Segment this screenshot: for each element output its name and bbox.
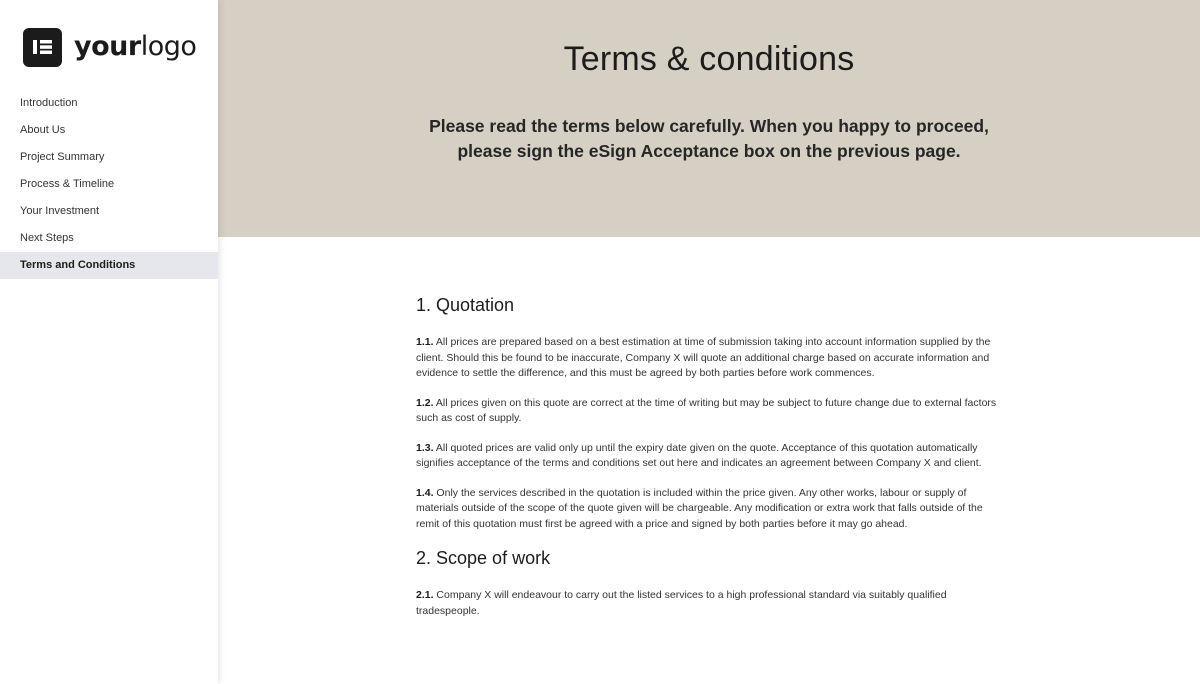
page-title: Terms & conditions: [563, 40, 855, 78]
clause-number: 1.2.: [416, 396, 434, 409]
hero-instructions: [218, 114, 1200, 164]
hero-banner: [218, 0, 1200, 237]
clause-2-1: [416, 588, 1006, 619]
logo-text: [74, 27, 196, 67]
clause-text: Company X will endeavour to carry out the listed services to a high professional standard via suitably qualified tradespeople.: [416, 589, 947, 617]
sidebar-nav: [0, 90, 218, 279]
section-scope-of-work: [416, 548, 1006, 619]
logo-mark-icon: [23, 28, 62, 67]
hero-instructions-line-1: Please read the terms below carefully. When you happy to proceed,: [429, 116, 989, 136]
sidebar: [0, 0, 218, 684]
clause-1-4: [416, 486, 1006, 533]
terms-content: [416, 295, 1006, 633]
clause-number: 2.1.: [416, 589, 434, 601]
nav-item-next-steps[interactable]: Next Steps: [20, 232, 74, 244]
nav-item-your-investment[interactable]: Your Investment: [20, 205, 100, 217]
logo-text-light: logo: [140, 31, 197, 62]
clause-1-1: [416, 335, 1006, 382]
logo-text-bold: your: [74, 31, 141, 62]
section-title: 1. Quotation: [416, 295, 515, 315]
clause-number: 1.3.: [416, 441, 434, 454]
nav-item-process-timeline[interactable]: Process & Timeline: [20, 178, 115, 190]
nav-item-about-us[interactable]: About Us: [20, 124, 66, 136]
hero-instructions-line-2: please sign the eSign Acceptance box on the previous page.: [457, 141, 961, 161]
nav-item-terms-and-conditions[interactable]: Terms and Conditions: [0, 252, 218, 279]
clause-1-3: [416, 441, 1006, 472]
section-title: 2. Scope of work: [416, 548, 551, 568]
clause-text: Only the services described in the quotation is included within the price given. Any other works, labour or supply of materials outside of the scope of the quote given will be chargeable. Any modification or extra work that falls outside of the remit of this quotation must first be agreed with a price and signed by both parties before it may go ahead.: [416, 486, 983, 530]
clause-number: 1.1.: [416, 336, 434, 348]
logo[interactable]: [23, 27, 196, 67]
clause-text: All prices are prepared based on a best estimation at time of submission taking into account information supplied by the client. Should this be found to be inaccurate, Company X will quote an additional charge based on accurate information and evidence to settle the difference, and this must be agreed by both parties before work commences.: [416, 336, 991, 379]
nav-item-introduction[interactable]: Introduction: [20, 97, 78, 109]
nav-item-project-summary[interactable]: Project Summary: [20, 151, 105, 163]
clause-text: All prices given on this quote are correct at the time of writing but may be subject to future change due to external factors such as cost of supply.: [416, 396, 997, 424]
section-quotation: [416, 295, 1006, 532]
clause-1-2: [416, 396, 1006, 427]
clause-text: All quoted prices are valid only up until the expiry date given on the quote. Acceptance of this quotation automatically signifies acceptance of the terms and conditions set out here and indicates an agreement between Company X and client.: [416, 441, 982, 469]
clause-number: 1.4.: [416, 486, 434, 499]
